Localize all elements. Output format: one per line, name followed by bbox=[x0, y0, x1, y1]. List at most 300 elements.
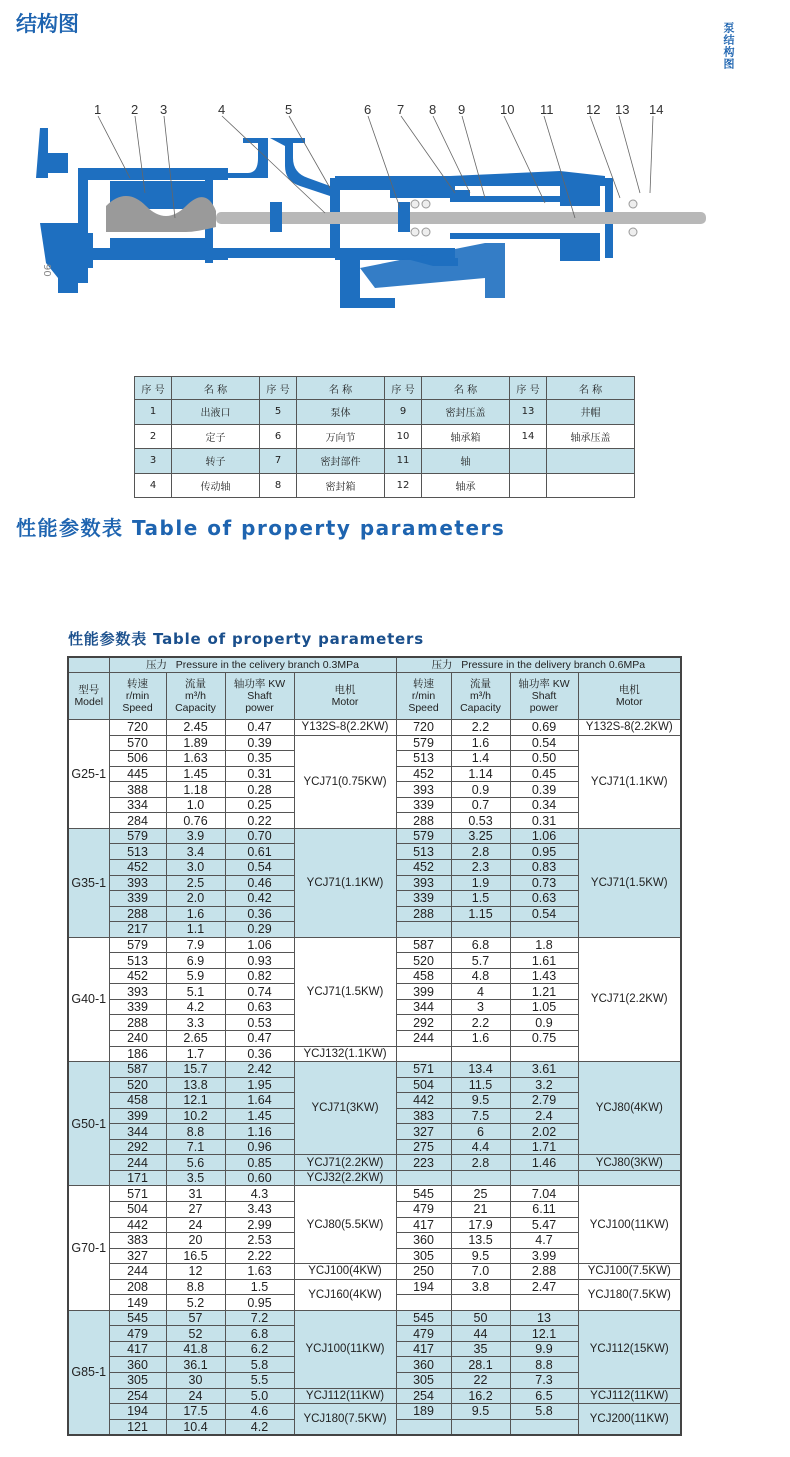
cell: 288 bbox=[109, 906, 166, 922]
cell: 10.2 bbox=[166, 1108, 225, 1124]
cell: 579 bbox=[109, 937, 166, 953]
cell: 244 bbox=[109, 1155, 166, 1171]
cell: 16.5 bbox=[166, 1248, 225, 1264]
cell: 4.2 bbox=[225, 1419, 294, 1435]
cell: 1.15 bbox=[451, 906, 510, 922]
side-label: 泵结构图 bbox=[722, 22, 735, 70]
motor-cell: YCJ100(11KW) bbox=[294, 1310, 396, 1388]
cell: 2.45 bbox=[166, 720, 225, 736]
cell: 2.88 bbox=[510, 1264, 578, 1280]
cell: 1.8 bbox=[510, 937, 578, 953]
cell: 393 bbox=[396, 875, 451, 891]
motor-cell: YCJ71(2.2KW) bbox=[294, 1155, 396, 1171]
cell: 0.47 bbox=[225, 1030, 294, 1046]
cell: 13.5 bbox=[451, 1233, 510, 1249]
parts-row bbox=[135, 400, 635, 425]
cell: 479 bbox=[109, 1326, 166, 1342]
parts-cell: 4 bbox=[135, 473, 172, 498]
cell: 383 bbox=[109, 1233, 166, 1249]
cell: 344 bbox=[396, 999, 451, 1015]
parts-cell: 13 bbox=[510, 400, 547, 425]
cell: 520 bbox=[396, 953, 451, 969]
cell: 27 bbox=[166, 1202, 225, 1218]
cell: 506 bbox=[109, 751, 166, 767]
cell: 292 bbox=[109, 1139, 166, 1155]
cell: 4.8 bbox=[451, 968, 510, 984]
cell: 442 bbox=[109, 1217, 166, 1233]
cell: 292 bbox=[396, 1015, 451, 1031]
cell: 0.42 bbox=[225, 891, 294, 907]
parts-cell: 2 bbox=[135, 424, 172, 449]
column-header: 转速 r/min Speed bbox=[396, 673, 451, 720]
cell: 0.36 bbox=[225, 906, 294, 922]
cell: 171 bbox=[109, 1170, 166, 1186]
table-title: 性能参数表 Table of property parameters bbox=[68, 630, 424, 648]
cell: 305 bbox=[396, 1248, 451, 1264]
parts-cell: 6 bbox=[260, 424, 297, 449]
cell: 417 bbox=[396, 1341, 451, 1357]
cell: 0.34 bbox=[510, 797, 578, 813]
table-row bbox=[68, 1170, 681, 1186]
parts-header-cell: 序 号 bbox=[385, 377, 422, 400]
column-header: 流量 m³/h Capacity bbox=[166, 673, 225, 720]
cell: 57 bbox=[166, 1310, 225, 1326]
cell: 12 bbox=[166, 1264, 225, 1280]
cell: 24 bbox=[166, 1217, 225, 1233]
parts-cell: 密封部件 bbox=[297, 449, 385, 474]
parts-cell: 5 bbox=[260, 400, 297, 425]
motor-cell: YCJ100(11KW) bbox=[578, 1186, 681, 1264]
cell: 0.54 bbox=[510, 735, 578, 751]
model-cell: G40-1 bbox=[68, 937, 109, 1061]
cell: 149 bbox=[109, 1295, 166, 1311]
parts-cell bbox=[547, 449, 635, 474]
table-row bbox=[68, 1279, 681, 1295]
cell: 0.53 bbox=[451, 813, 510, 829]
cell: 2.8 bbox=[451, 1155, 510, 1171]
motor-cell: YCJ112(15KW) bbox=[578, 1310, 681, 1388]
cell: 3.9 bbox=[166, 828, 225, 844]
cell: 3.8 bbox=[451, 1279, 510, 1295]
cell: 458 bbox=[109, 1093, 166, 1109]
cell: 3 bbox=[451, 999, 510, 1015]
cell: 0.60 bbox=[225, 1170, 294, 1186]
cell: 1.06 bbox=[510, 828, 578, 844]
cell: 1.16 bbox=[225, 1124, 294, 1140]
model-cell: G50-1 bbox=[68, 1062, 109, 1186]
callout-label: 1 bbox=[94, 102, 102, 117]
column-header: 轴功率 KW Shaft power bbox=[225, 673, 294, 720]
parts-cell: 14 bbox=[510, 424, 547, 449]
model-cell: G70-1 bbox=[68, 1186, 109, 1310]
cell: 4.4 bbox=[451, 1139, 510, 1155]
cell: 3.5 bbox=[166, 1170, 225, 1186]
cell: 1.6 bbox=[166, 906, 225, 922]
cell: 9.5 bbox=[451, 1248, 510, 1264]
column-header: 轴功率 KW Shaft power bbox=[510, 673, 578, 720]
cell: 13.8 bbox=[166, 1077, 225, 1093]
cell bbox=[451, 1046, 510, 1062]
cell bbox=[510, 1046, 578, 1062]
cell: 393 bbox=[109, 984, 166, 1000]
cell: 284 bbox=[109, 813, 166, 829]
cell: 360 bbox=[396, 1233, 451, 1249]
cell: 21 bbox=[451, 1202, 510, 1218]
cell: 445 bbox=[109, 766, 166, 782]
table-row bbox=[68, 1388, 681, 1404]
cell: 6.2 bbox=[225, 1341, 294, 1357]
cell: 327 bbox=[396, 1124, 451, 1140]
parts-cell: 传动轴 bbox=[172, 473, 260, 498]
pressure-right: 压力 Pressure in the delivery branch 0.6MPa bbox=[396, 657, 681, 673]
cell bbox=[451, 1170, 510, 1186]
cell: 3.3 bbox=[166, 1015, 225, 1031]
cell: 7.0 bbox=[451, 1264, 510, 1280]
cell: 452 bbox=[396, 859, 451, 875]
cell: 0.93 bbox=[225, 953, 294, 969]
cell: 1.46 bbox=[510, 1155, 578, 1171]
cell: 121 bbox=[109, 1419, 166, 1435]
cell bbox=[510, 1170, 578, 1186]
cell: 0.36 bbox=[225, 1046, 294, 1062]
callout-label: 3 bbox=[160, 102, 168, 117]
cell: 217 bbox=[109, 922, 166, 938]
table-row bbox=[68, 828, 681, 844]
motor-cell: YCJ160(4KW) bbox=[294, 1279, 396, 1310]
callout-label: 7 bbox=[397, 102, 405, 117]
cell: 571 bbox=[396, 1062, 451, 1078]
cell: 6 bbox=[451, 1124, 510, 1140]
table-row bbox=[68, 720, 681, 736]
cell: 6.11 bbox=[510, 1202, 578, 1218]
cell: 452 bbox=[109, 859, 166, 875]
parts-cell: 泵体 bbox=[297, 400, 385, 425]
cell: 1.5 bbox=[225, 1279, 294, 1295]
parts-cell: 3 bbox=[135, 449, 172, 474]
parts-cell: 密封压盖 bbox=[422, 400, 510, 425]
cell: 399 bbox=[109, 1108, 166, 1124]
cell: 417 bbox=[396, 1217, 451, 1233]
cell: 9.5 bbox=[451, 1093, 510, 1109]
cell: 513 bbox=[109, 844, 166, 860]
parts-cell: 11 bbox=[385, 449, 422, 474]
cell: 244 bbox=[109, 1264, 166, 1280]
cell: 1.61 bbox=[510, 953, 578, 969]
callout-label: 9 bbox=[458, 102, 466, 117]
cell: 383 bbox=[396, 1108, 451, 1124]
cell: 3.4 bbox=[166, 844, 225, 860]
cell: 0.31 bbox=[225, 766, 294, 782]
cell: 2.2 bbox=[451, 720, 510, 736]
parts-cell: 转子 bbox=[172, 449, 260, 474]
parts-cell: 1 bbox=[135, 400, 172, 425]
cell: 2.42 bbox=[225, 1062, 294, 1078]
cell: 0.45 bbox=[510, 766, 578, 782]
cell: 545 bbox=[396, 1186, 451, 1202]
parts-cell: 万向节 bbox=[297, 424, 385, 449]
cell: 41.8 bbox=[166, 1341, 225, 1357]
cell: 4.7 bbox=[510, 1233, 578, 1249]
cell: 0.95 bbox=[225, 1295, 294, 1311]
cell: 1.71 bbox=[510, 1139, 578, 1155]
cell: 15.7 bbox=[166, 1062, 225, 1078]
cell: 0.22 bbox=[225, 813, 294, 829]
cell: 3.25 bbox=[451, 828, 510, 844]
cell: 344 bbox=[109, 1124, 166, 1140]
structure-title: 结构图 bbox=[16, 12, 79, 36]
callout-label: 2 bbox=[131, 102, 139, 117]
callout-label: 8 bbox=[429, 102, 437, 117]
parts-header-cell: 名 称 bbox=[297, 377, 385, 400]
cell: 1.14 bbox=[451, 766, 510, 782]
cell: 7.3 bbox=[510, 1373, 578, 1389]
cell: 2.8 bbox=[451, 844, 510, 860]
cell: 0.74 bbox=[225, 984, 294, 1000]
parts-header-cell: 名 称 bbox=[422, 377, 510, 400]
cell: 17.9 bbox=[451, 1217, 510, 1233]
parts-cell: 出液口 bbox=[172, 400, 260, 425]
cell: 393 bbox=[109, 875, 166, 891]
cell: 479 bbox=[396, 1326, 451, 1342]
motor-cell: YCJ71(1.5KW) bbox=[578, 828, 681, 937]
cell: 5.9 bbox=[166, 968, 225, 984]
cell: 0.70 bbox=[225, 828, 294, 844]
cell: 0.25 bbox=[225, 797, 294, 813]
cell: 12.1 bbox=[166, 1093, 225, 1109]
motor-cell: YCJ71(2.2KW) bbox=[578, 937, 681, 1061]
cell: 11.5 bbox=[451, 1077, 510, 1093]
cell: 4 bbox=[451, 984, 510, 1000]
cell: 8.8 bbox=[166, 1124, 225, 1140]
table-row bbox=[68, 1404, 681, 1420]
motor-cell: YCJ200(11KW) bbox=[578, 1404, 681, 1435]
cell: 1.63 bbox=[225, 1264, 294, 1280]
cell: 36.1 bbox=[166, 1357, 225, 1373]
model-cell: G85-1 bbox=[68, 1310, 109, 1434]
table-row bbox=[68, 735, 681, 751]
cell: 452 bbox=[396, 766, 451, 782]
cell: 2.53 bbox=[225, 1233, 294, 1249]
motor-cell: Y132S-8(2.2KW) bbox=[294, 720, 396, 736]
callout-label: 11 bbox=[540, 102, 554, 117]
cell: 720 bbox=[109, 720, 166, 736]
cell: 327 bbox=[109, 1248, 166, 1264]
column-header: 流量 m³/h Capacity bbox=[451, 673, 510, 720]
cell: 0.61 bbox=[225, 844, 294, 860]
cell: 1.06 bbox=[225, 937, 294, 953]
callout-line bbox=[619, 116, 640, 193]
cell bbox=[396, 922, 451, 938]
cell bbox=[451, 1419, 510, 1435]
cell: 7.5 bbox=[451, 1108, 510, 1124]
cell: 339 bbox=[109, 999, 166, 1015]
cell: 3.99 bbox=[510, 1248, 578, 1264]
cell: 3.61 bbox=[510, 1062, 578, 1078]
callout-label: 6 bbox=[364, 102, 372, 117]
cell: 2.47 bbox=[510, 1279, 578, 1295]
cell: 30 bbox=[166, 1373, 225, 1389]
cell: 339 bbox=[109, 891, 166, 907]
cell: 0.7 bbox=[451, 797, 510, 813]
cell: 0.54 bbox=[510, 906, 578, 922]
cell: 2.5 bbox=[166, 875, 225, 891]
cell: 5.5 bbox=[225, 1373, 294, 1389]
cell: 2.02 bbox=[510, 1124, 578, 1140]
cell: 545 bbox=[396, 1310, 451, 1326]
cell: 2.65 bbox=[166, 1030, 225, 1046]
parts-cell bbox=[510, 449, 547, 474]
cell: 0.39 bbox=[510, 782, 578, 798]
callout-label: 5 bbox=[285, 102, 293, 117]
callout-label: 13 bbox=[615, 102, 630, 117]
cell: 244 bbox=[396, 1030, 451, 1046]
cell: 6.5 bbox=[510, 1388, 578, 1404]
cell: 1.6 bbox=[451, 735, 510, 751]
callout-label: 14 bbox=[649, 102, 664, 117]
cell: 452 bbox=[109, 968, 166, 984]
motor-cell: YCJ180(7.5KW) bbox=[294, 1404, 396, 1435]
cell: 1.43 bbox=[510, 968, 578, 984]
cell bbox=[396, 1295, 451, 1311]
parts-cell: 轴承压盖 bbox=[547, 424, 635, 449]
cell: 570 bbox=[109, 735, 166, 751]
cell: 7.1 bbox=[166, 1139, 225, 1155]
parts-cell: 7 bbox=[260, 449, 297, 474]
motor-cell: YCJ71(0.75KW) bbox=[294, 735, 396, 828]
cell: 571 bbox=[109, 1186, 166, 1202]
cell: 4.2 bbox=[166, 999, 225, 1015]
cell: 2.3 bbox=[451, 859, 510, 875]
cell: 24 bbox=[166, 1388, 225, 1404]
cell: 1.95 bbox=[225, 1077, 294, 1093]
cell: 1.45 bbox=[225, 1108, 294, 1124]
cell: 0.54 bbox=[225, 859, 294, 875]
motor-cell bbox=[578, 1170, 681, 1186]
cell: 12.1 bbox=[510, 1326, 578, 1342]
cell: 189 bbox=[396, 1404, 451, 1420]
cell: 1.64 bbox=[225, 1093, 294, 1109]
cell bbox=[510, 922, 578, 938]
cell: 1.45 bbox=[166, 766, 225, 782]
cell: 504 bbox=[109, 1202, 166, 1218]
cell: 0.53 bbox=[225, 1015, 294, 1031]
pump-structure-diagram bbox=[30, 98, 710, 318]
cell: 9.9 bbox=[510, 1341, 578, 1357]
cell: 288 bbox=[396, 906, 451, 922]
cell: 5.6 bbox=[166, 1155, 225, 1171]
cell: 44 bbox=[451, 1326, 510, 1342]
motor-cell: YCJ100(4KW) bbox=[294, 1264, 396, 1280]
cell: 208 bbox=[109, 1279, 166, 1295]
model-header: 型号 Model bbox=[68, 673, 109, 720]
cell: 0.83 bbox=[510, 859, 578, 875]
motor-cell: YCJ32(2.2KW) bbox=[294, 1170, 396, 1186]
cell: 1.18 bbox=[166, 782, 225, 798]
cell: 13.4 bbox=[451, 1062, 510, 1078]
cell: 0.95 bbox=[510, 844, 578, 860]
cell: 50 bbox=[451, 1310, 510, 1326]
cell bbox=[510, 1419, 578, 1435]
cell: 288 bbox=[396, 813, 451, 829]
cell: 275 bbox=[396, 1139, 451, 1155]
cell: 4.3 bbox=[225, 1186, 294, 1202]
cell: 1.5 bbox=[451, 891, 510, 907]
model-cell: G35-1 bbox=[68, 828, 109, 937]
callout-line bbox=[650, 116, 653, 193]
cell: 254 bbox=[109, 1388, 166, 1404]
cell: 6.8 bbox=[225, 1326, 294, 1342]
cell: 504 bbox=[396, 1077, 451, 1093]
cell: 513 bbox=[109, 953, 166, 969]
parts-row bbox=[135, 449, 635, 474]
cell: 0.82 bbox=[225, 968, 294, 984]
cell: 7.04 bbox=[510, 1186, 578, 1202]
cell: 13 bbox=[510, 1310, 578, 1326]
cell: 0.63 bbox=[225, 999, 294, 1015]
cell: 9.5 bbox=[451, 1404, 510, 1420]
cell: 52 bbox=[166, 1326, 225, 1342]
cell: 587 bbox=[396, 937, 451, 953]
cell: 31 bbox=[166, 1186, 225, 1202]
cell: 305 bbox=[396, 1373, 451, 1389]
parts-header-cell: 名 称 bbox=[547, 377, 635, 400]
cell: 0.31 bbox=[510, 813, 578, 829]
cell: 2.22 bbox=[225, 1248, 294, 1264]
cell: 479 bbox=[396, 1202, 451, 1218]
parts-cell: 轴承 bbox=[422, 473, 510, 498]
cell: 5.8 bbox=[510, 1404, 578, 1420]
cell: 0.73 bbox=[510, 875, 578, 891]
cell: 513 bbox=[396, 751, 451, 767]
parts-row bbox=[135, 424, 635, 449]
table-row bbox=[68, 1264, 681, 1280]
cell: 0.9 bbox=[510, 1015, 578, 1031]
cell: 2.4 bbox=[510, 1108, 578, 1124]
motor-cell: YCJ100(7.5KW) bbox=[578, 1264, 681, 1280]
cell bbox=[451, 1295, 510, 1311]
cell: 35 bbox=[451, 1341, 510, 1357]
cell: 5.0 bbox=[225, 1388, 294, 1404]
motor-cell: YCJ180(7.5KW) bbox=[578, 1279, 681, 1310]
parts-cell: 8 bbox=[260, 473, 297, 498]
motor-cell: Y132S-8(2.2KW) bbox=[578, 720, 681, 736]
cell: 1.05 bbox=[510, 999, 578, 1015]
cell: 5.2 bbox=[166, 1295, 225, 1311]
cell: 360 bbox=[109, 1357, 166, 1373]
cell: 1.21 bbox=[510, 984, 578, 1000]
parts-row bbox=[135, 473, 635, 498]
cell: 0.35 bbox=[225, 751, 294, 767]
cell: 545 bbox=[109, 1310, 166, 1326]
callout-label: 4 bbox=[218, 102, 226, 117]
cell: 5.1 bbox=[166, 984, 225, 1000]
motor-cell: YCJ71(3KW) bbox=[294, 1062, 396, 1155]
table-row bbox=[68, 937, 681, 953]
cell: 8.8 bbox=[166, 1279, 225, 1295]
cell: 417 bbox=[109, 1341, 166, 1357]
motor-cell: YCJ80(4KW) bbox=[578, 1062, 681, 1155]
parts-cell: 轴承箱 bbox=[422, 424, 510, 449]
cell bbox=[451, 922, 510, 938]
cell: 3.2 bbox=[510, 1077, 578, 1093]
cell: 399 bbox=[396, 984, 451, 1000]
cell: 520 bbox=[109, 1077, 166, 1093]
cell: 16.2 bbox=[451, 1388, 510, 1404]
cell: 1.63 bbox=[166, 751, 225, 767]
column-header: 电机 Motor bbox=[578, 673, 681, 720]
motor-cell: YCJ132(1.1KW) bbox=[294, 1046, 396, 1062]
parts-header-cell: 序 号 bbox=[135, 377, 172, 400]
